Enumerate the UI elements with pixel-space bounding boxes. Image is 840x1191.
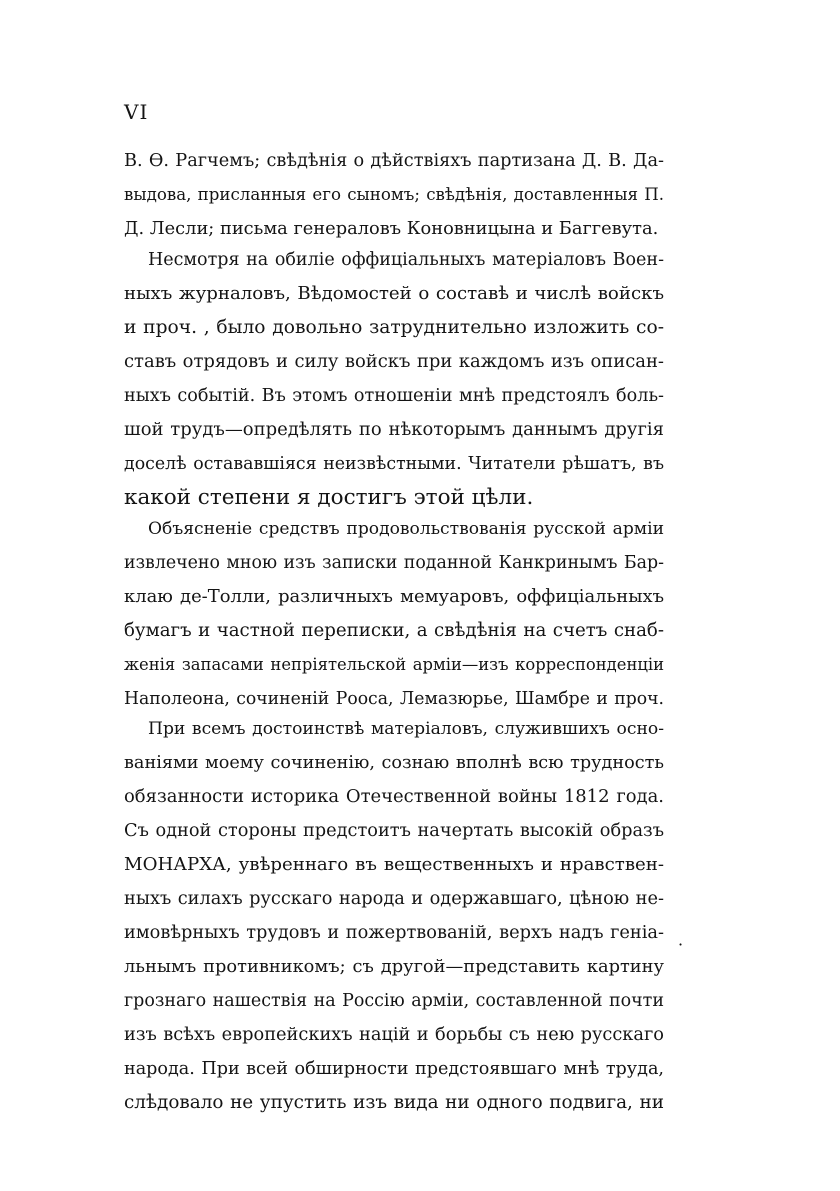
text-line: В. Ѳ. Рагчемъ; свѣдѣнія о дѣйствіяхъ партизана Д. В. Да- bbox=[124, 151, 664, 171]
text-line: обязанности историка Отечественной войны 1812 года. bbox=[124, 786, 664, 807]
text-line: доселѣ остававшіяся неизвѣстными. Читатели рѣшатъ, въ bbox=[124, 454, 664, 474]
text-line: выдова, присланныя его сыномъ; свѣдѣнія, доставленныя П. bbox=[124, 185, 664, 204]
text-line: шой трудъ—опредѣлять по нѣкоторымъ даннымъ другія bbox=[124, 419, 664, 440]
paragraph-3 bbox=[124, 512, 664, 716]
paragraph-4 bbox=[124, 712, 664, 1120]
text-line: льнымъ противникомъ; съ другой—представить картину bbox=[124, 956, 664, 977]
text-line: и проч. , было довольно затруднительно изложить со- bbox=[124, 317, 664, 338]
text-line: ныхъ журналовъ, Вѣдомостей о составѣ и числѣ войскъ bbox=[124, 283, 664, 304]
text-line: Наполеона, сочиненій Рооса, Лемазюрье, Шамбре и проч. bbox=[124, 689, 664, 709]
text-line: слѣдовало не упустить изъ вида ни одного подвига, ни bbox=[124, 1092, 664, 1113]
text-line: клаю де-Толли, различныхъ мемуаровъ, оффиціальныхъ bbox=[124, 586, 664, 607]
text-line: извлечено мною изъ записки поданной Канкринымъ Бар- bbox=[124, 553, 664, 573]
text-line: При всемъ достоинствѣ матеріаловъ, служившихъ осно- bbox=[148, 719, 664, 739]
text-line: какой степени я достигъ этой цѣли. bbox=[124, 485, 534, 510]
text-line: ныхъ силахъ русскаго народа и одержавшаго, цѣною не- bbox=[124, 889, 664, 909]
text-line: Несмотря на обиліе оффиціальныхъ матеріаловъ Воен- bbox=[148, 250, 664, 270]
text-line: Д. Лесли; письма генераловъ Коновницына и Баггевута. bbox=[124, 218, 659, 239]
text-line: МОНАРХА, увѣреннаго въ вещественныхъ и нравствен- bbox=[124, 854, 664, 875]
text-line: народа. При всей обширности предстоявшаго мнѣ труда, bbox=[124, 1059, 664, 1079]
page-number: VI bbox=[124, 100, 149, 124]
text-line: ставъ отрядовъ и силу войскъ при каждомъ изъ описан- bbox=[124, 351, 664, 372]
paragraph-1 bbox=[124, 144, 664, 246]
text-line: Съ одной стороны предстоитъ начертать высокій образъ bbox=[124, 821, 664, 841]
text-line: Объясненіе средствъ продовольствованія русской арміи bbox=[148, 519, 664, 539]
margin-mark: · bbox=[678, 935, 684, 954]
text-line: ваніями моему сочиненію, сознаю вполнѣ всю трудность bbox=[124, 753, 664, 773]
paragraph-2 bbox=[124, 243, 664, 515]
text-line: бумагъ и частной переписки, а свѣдѣнія на счетъ снаб- bbox=[124, 620, 664, 641]
text-line: изъ всѣхъ европейскихъ націй и борьбы съ нею русскаго bbox=[124, 1024, 664, 1045]
text-line: имовѣрныхъ трудовъ и пожертвованій, верхъ надъ геніа- bbox=[124, 923, 664, 943]
text-line: грознаго нашествія на Россію арміи, составленной почти bbox=[124, 991, 664, 1011]
text-line: ныхъ событій. Въ этомъ отношеніи мнѣ предстоялъ боль- bbox=[124, 386, 664, 406]
text-line: женія запасами непріятельской арміи—изъ корреспонденціи bbox=[124, 655, 664, 674]
